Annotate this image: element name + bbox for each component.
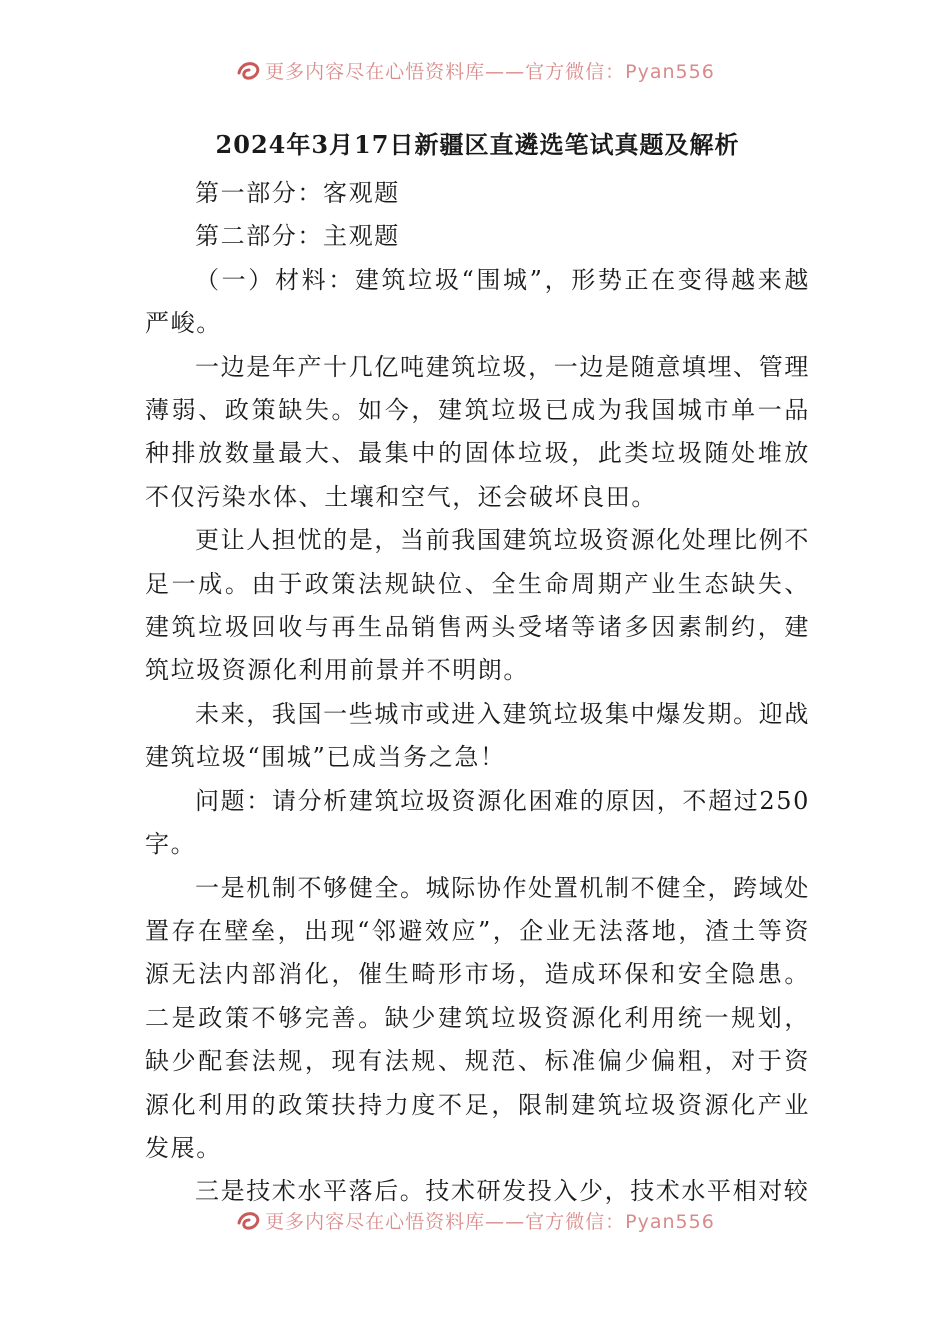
- watermark-text: 更多内容尽在心悟资料库——官方微信：Pyan556: [265, 1210, 715, 1233]
- swirl-logo-icon: [235, 57, 261, 83]
- watermark-text: 更多内容尽在心悟资料库——官方微信：Pyan556: [265, 60, 715, 83]
- watermark-header: [0, 50, 950, 90]
- paragraph: 更让人担忧的是，当前我国建筑垃圾资源化处理比例不足一成。由于政策法规缺位、全生命周期产业生态缺失、建筑垃圾回收与再生品销售两头受堵等诸多因素制约，建筑垃圾资源化利用前景并不明朗。: [145, 526, 810, 685]
- paragraph: （一）材料：建筑垃圾“围城”，形势正在变得越来越严峻。: [145, 265, 810, 338]
- watermark-footer: [0, 1200, 950, 1240]
- document-body: [145, 118, 810, 1214]
- paragraph: 第二部分：主观题: [195, 222, 400, 251]
- swirl-logo-icon: [235, 1207, 261, 1233]
- paragraph: 三是技术水平落后。技术研发投入少，技术水平相对较: [195, 1177, 810, 1206]
- paragraph: 一边是年产十几亿吨建筑垃圾，一边是随意填埋、管理薄弱、政策缺失。如今，建筑垃圾已成为我国城市单一品种排放数量最大、最集中的固体垃圾，此类垃圾随处堆放不仅污染水体、土壤和空气，还会破坏良田。: [145, 352, 810, 511]
- paragraph: 第一部分：客观题: [195, 179, 400, 207]
- paragraph: 问题：请分析建筑垃圾资源化困难的原因，不超过250字。: [145, 786, 810, 859]
- page-title: 2024年3月17日新疆区直遴选笔试真题及解析: [215, 130, 740, 159]
- paragraph: 未来，我国一些城市或进入建筑垃圾集中爆发期。迎战建筑垃圾“围城”已成当务之急！: [145, 699, 810, 772]
- paragraph: 一是机制不够健全。城际协作处置机制不健全，跨域处置存在壁垒，出现“邻避效应”，企业无法落地，渣土等资源无法内部消化，催生畸形市场，造成环保和安全隐患。二是政策不够完善。缺少建筑垃圾资源化利用统一规划，缺少配套法规，现有法规、规范、标准偏少偏粗，对于资源化利用的政策扶持力度不足，限制建筑垃圾资源化产业发展。: [145, 873, 810, 1162]
